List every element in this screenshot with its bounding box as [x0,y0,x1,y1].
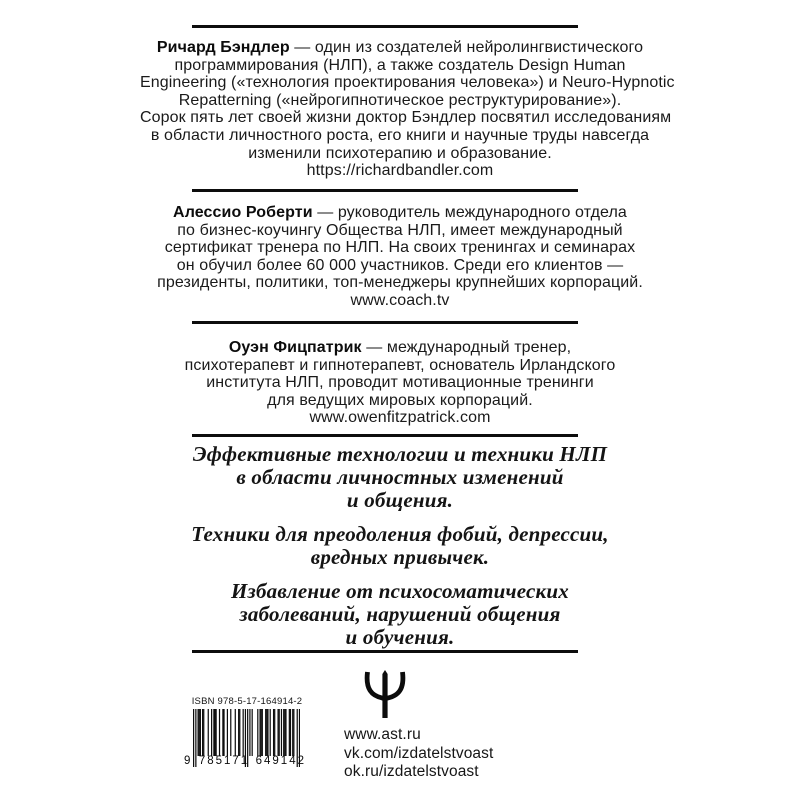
bio-line: в области личностного роста, его книги и научные труды навсегда [150,126,650,144]
section-divider [192,321,578,324]
publisher-link: www.ast.ru [344,726,421,743]
bio-author-name: Ричард Бэндлер [156,39,290,56]
barcode-digit-group: 785171 [198,755,250,767]
publisher-link: ok.ru/izdatelstvoast [344,763,479,781]
bio-first-line [140,39,660,57]
blurb-paragraph [120,523,680,569]
blurb-line: заболеваний, нарушений общения [239,602,561,626]
bio-first-line-text: — один из создателей нейролингвистического [289,39,644,56]
bio-richard-bandler [140,39,675,180]
section-divider [192,434,578,437]
bio-author-url: www.owenfitzpatrick.com [309,409,491,427]
blurb-line: Техники для преодоления фобий, депрессии, [191,522,609,546]
blurb-paragraph [120,443,680,512]
blurb-line: в области личностных изменений [236,465,564,489]
blurb-line: Эффективные технологии и техники НЛП [192,442,608,466]
publisher-link: vk.com/izdatelstvoast [344,744,494,762]
blurb-line: и обучения. [345,625,455,649]
bio-line: по бизнес-коучингу Общества НЛП, имеет международный [177,221,623,239]
bio-author-name: Оуэн Фицпатрик [228,339,362,356]
barcode-digits [184,755,306,767]
section-divider [192,25,578,28]
bio-line: изменили психотерапию и образование. [248,144,552,162]
bio-author-url: https://richardbandler.com [306,162,494,180]
bio-author-url: www.coach.tv [350,291,450,309]
bio-line: психотерапевт и гипнотерапевт, основатель Ирландского [184,356,616,374]
publisher-links [344,726,493,782]
bio-alessio-roberti [140,204,660,310]
bio-line: сертификат тренера по НЛП. На своих тренингах и семинарах [164,239,636,257]
bio-first-line-text: — руководитель международного отдела [312,204,627,221]
bio-line: Engineering («технология проектирования человека») и Neuro-Hypnotic [140,74,675,92]
barcode-digit-group: 9 [184,755,193,767]
blurb-line: Избавление от психосоматических [231,579,569,603]
bio-line: программирования (НЛП), а также создатель Design Human [174,56,626,74]
bio-first-line [140,204,660,222]
isbn-label: ISBN 978-5-17-164914-2 [191,696,303,707]
bio-line: Repatterning («нейрогипнотическое реструктурирование»). [178,91,622,109]
bio-line: института НЛП, проводит мотивационные тренинги [206,374,594,392]
bio-line: для ведущих мировых корпораций. [267,391,533,409]
barcode-digit-group: 649142 [255,755,306,767]
ast-psi-icon [363,670,407,718]
book-blurb [120,443,680,660]
bio-first-line [140,339,660,357]
blurb-line: вредных привычек. [310,545,490,569]
bio-owen-fitzpatrick [140,339,660,427]
bio-author-name: Алессио Роберти [173,204,313,221]
section-divider [192,189,578,192]
blurb-paragraph [120,580,680,649]
bio-first-line-text: — международный тренер, [361,339,572,356]
blurb-line: и общения. [346,488,454,512]
bio-line: президенты, политики, топ-менеджеры крупнейших корпораций. [157,274,643,292]
bio-line: Сорок пять лет своей жизни доктор Бэндлер посвятил исследованиям [140,109,672,127]
bio-line: он обучил более 60 000 участников. Среди его клиентов — [176,256,624,274]
